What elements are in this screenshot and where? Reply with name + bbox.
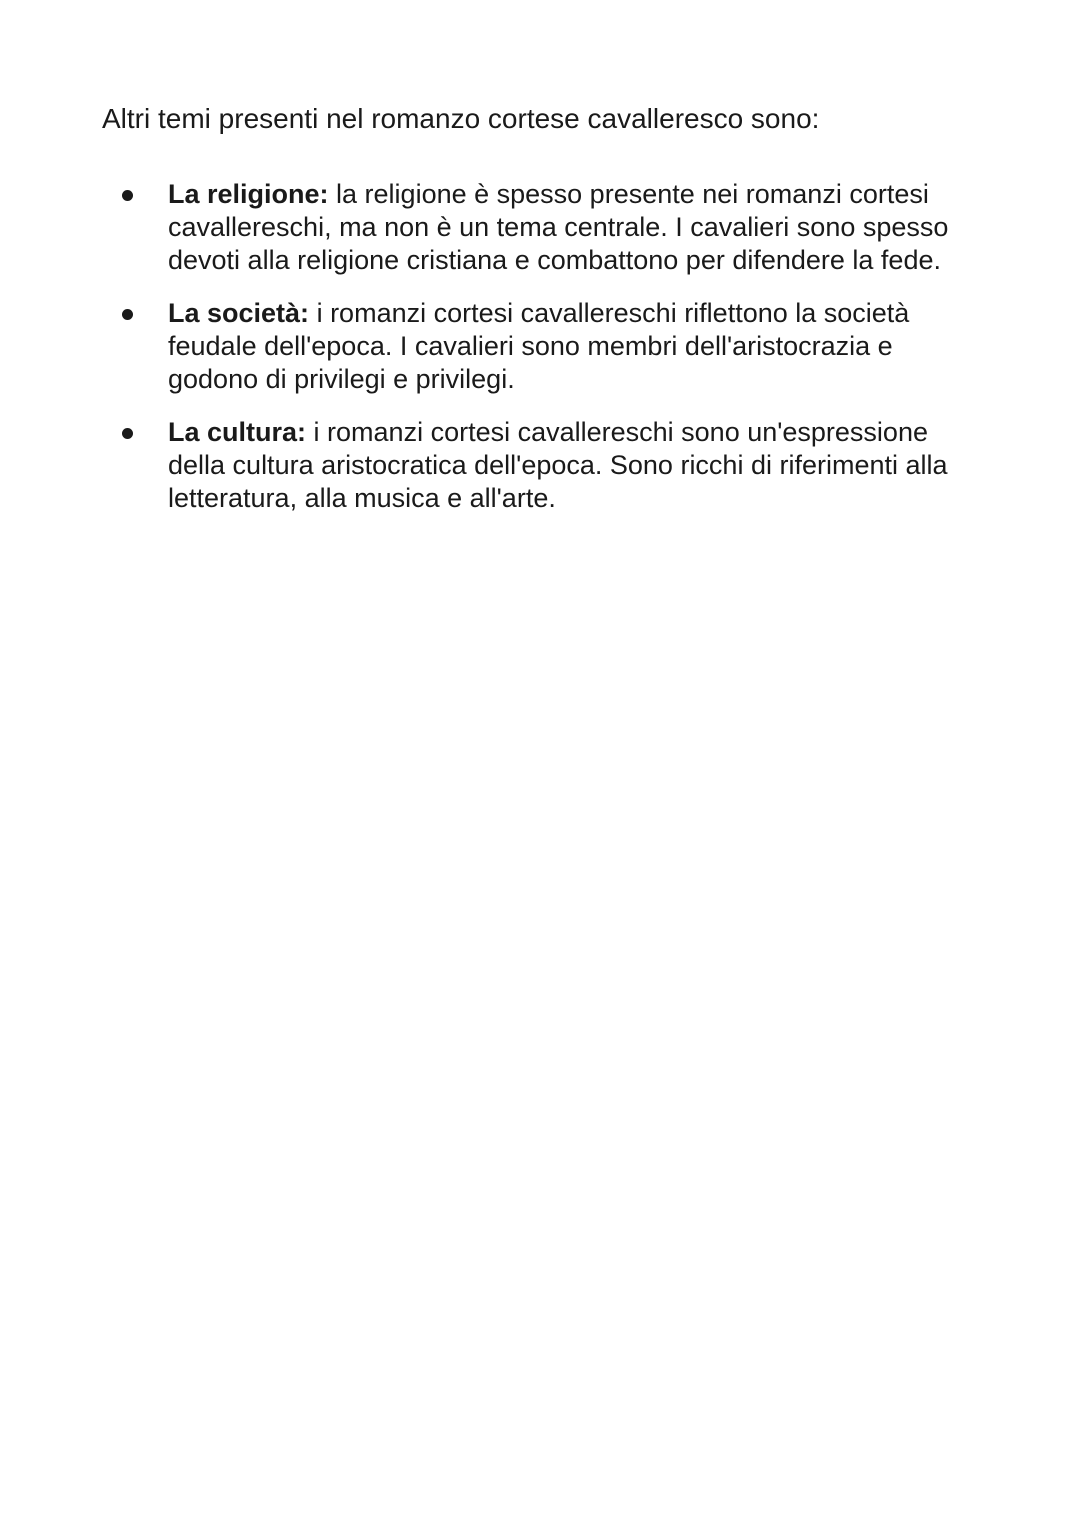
theme-text: la religione è spesso presente nei romanzi cortesi cavallereschi, ma non è un tema centrale. I cavalieri sono spesso devoti alla religione cristiana e combattono per difendere la fede. [168, 179, 949, 275]
theme-term: La cultura: [168, 417, 307, 447]
theme-item-societa [0, 297, 1080, 396]
bullet-icon [122, 309, 133, 320]
bullet-icon [122, 190, 133, 201]
theme-term: La società: [168, 298, 310, 328]
theme-text: i romanzi cortesi cavallereschi riflettono la società feudale dell'epoca. I cavalieri sono membri dell'aristocrazia e godono di privilegi e privilegi. [168, 298, 910, 394]
theme-item-cultura [0, 416, 1080, 515]
bullet-icon [122, 428, 133, 439]
intro-paragraph: Altri temi presenti nel romanzo cortese cavalleresco sono: [102, 103, 820, 134]
themes-list [0, 178, 1080, 535]
theme-text: i romanzi cortesi cavallereschi sono un'espressione della cultura aristocratica dell'epoca. Sono ricchi di riferimenti alla letteratura, alla musica e all'arte. [168, 417, 948, 513]
theme-term: La religione: [168, 179, 329, 209]
theme-item-religione [0, 178, 1080, 277]
